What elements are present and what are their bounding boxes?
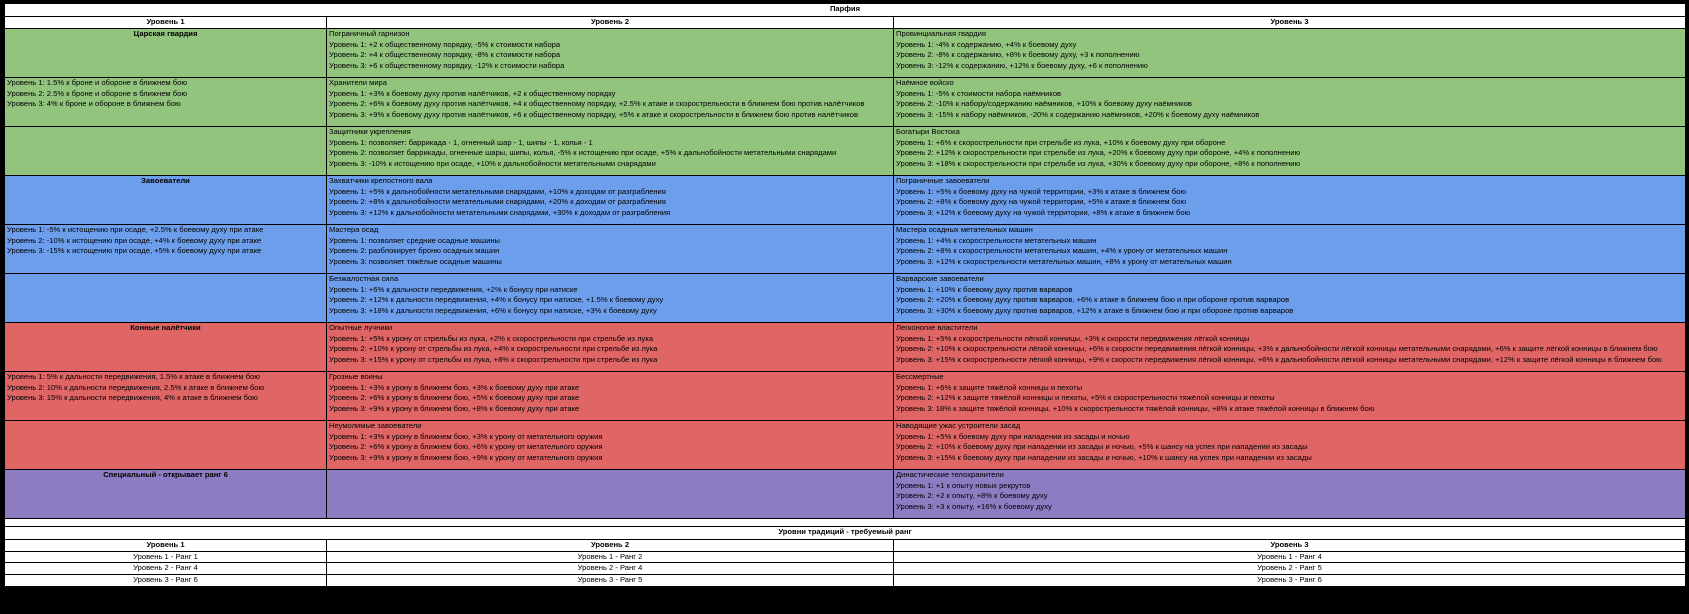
bonus-line: Уровень 3: -15% к набору наёмников, -20% к содержанию наёмников, +20% к боевому духу наёмников [896, 110, 1260, 120]
tradition-name: Грозные воины [329, 371, 383, 381]
tradition-name: Наводящие ужас устроители засад [896, 420, 1021, 430]
bonus-line: Уровень 3: +9% к урону в ближнем бою, +8% к боевому духу при атаке [329, 404, 580, 414]
bonus-line: Уровень 2: +10% к боевому духу при нападении из засады и ночью, +5% к шансу на успех при нападении из засады [896, 442, 1308, 452]
bonus-line: Уровень 1: +2 к общественному порядку, -5% к стоимости набора [329, 39, 561, 49]
tradition-level-3 [894, 322, 1686, 371]
tradition-level-2 [327, 28, 894, 77]
bonus-line: Уровень 2: позволяет баррикады, огненные шары, шипы, колья, -5% к истощению при осаде, +5% к дальнобойности метательными снарядами [329, 148, 837, 158]
bonus-line: Уровень 3: +12% к скорострельности метательных машин, +8% к урону от метательных машин [896, 257, 1232, 267]
bonus-line: Уровень 3: +30% к боевому духу против варваров, +12% к атаке в ближнем бою и при обороне против варваров [896, 306, 1294, 316]
bonus-line: Уровень 2: +6% к урону в ближнем бою, +6% к урону от метательного оружия [329, 442, 603, 452]
header-level-1: Уровень 1 [5, 17, 327, 29]
bonus-line: Уровень 2: +10% к урону от стрельбы из лука, +4% к скорострельности при стрельбе из лука [329, 344, 658, 354]
bonus-line: Уровень 1: +5% к скорострельности лёгкой конницы, +3% к скорости передвижения лёгкой конницы [896, 333, 1250, 343]
ranks-header-level-3: Уровень 3 [894, 539, 1686, 551]
tradition-name: Неумолимые завоеватели [329, 420, 422, 430]
bonus-line: Уровень 3: 15% к дальности передвижения, 4% к атаке в ближнем бою [7, 393, 258, 403]
bonus-line: Уровень 3: +6 к общественному порядку, -12% к стоимости набора [329, 61, 565, 71]
bonus-line: Уровень 1: +3% к боевому духу против налётчиков, +2 к общественному порядку [329, 88, 616, 98]
tradition-name: Династические телохранители [896, 469, 1004, 479]
group-level1-bonuses [5, 371, 327, 420]
group-name: Конные налётчики [5, 322, 327, 371]
tradition-level-3 [894, 371, 1686, 420]
bonus-line: Уровень 1: -5% к истощению при осаде, +2.5% к боевому духу при атаке [7, 224, 264, 234]
ranks-title: Уровни традиций - требуемый ранг [5, 526, 1686, 539]
rank-cell: Уровень 1 - Ранг 2 [327, 551, 894, 563]
ranks-header-row [5, 539, 1686, 551]
empty-cell [5, 126, 327, 175]
rank-cell: Уровень 1 - Ранг 4 [894, 551, 1686, 563]
group-row [5, 28, 1686, 77]
tradition-name: Пограничные завоеватели [896, 175, 990, 185]
bonus-line: Уровень 1: 1.5% к броне и обороне в ближнем бою [7, 77, 188, 87]
ranks-row [5, 551, 1686, 563]
page-title: Парфия [5, 4, 1686, 17]
bonus-line: Уровень 1: +5% к боевому духу при нападении из засады и ночью [896, 431, 1130, 441]
spacer-row [5, 518, 1686, 526]
bonus-line: Уровень 1: +5% к дальнобойности метательными снарядами, +10% к доходам от разграбления [329, 186, 666, 196]
group-level1-bonuses [5, 224, 327, 273]
bonus-line: Уровень 1: -4% к содержанию, +4% к боевому духу [896, 39, 1077, 49]
bonus-line: Уровень 1: позволяет: баррикада - 1, огненный шар - 1, шипы - 1, колья - 1 [329, 137, 593, 147]
tradition-name: Варварские завоеватели [896, 273, 984, 283]
bonus-line: Уровень 1: позволяет средние осадные машины [329, 235, 501, 245]
bonus-line: Уровень 3: +12% к дальнобойности метательными снарядами, +30% к доходам от разграбления [329, 208, 671, 218]
ranks-header-level-2: Уровень 2 [327, 539, 894, 551]
tradition-level-2 [327, 77, 894, 126]
bonus-line: Уровень 3: 4% к броне и обороне в ближнем бою [7, 99, 181, 109]
bonus-line: Уровень 3: +3 к опыту, +16% к боевому духу [896, 502, 1052, 512]
tradition-level-3 [894, 420, 1686, 469]
bonus-line: Уровень 2: 2.5% к броне и обороне в ближнем бою [7, 88, 188, 98]
bonus-line: Уровень 2: +12% к дальности передвижения, +4% к бонусу при натиске, +1.5% к боевому духу [329, 295, 664, 305]
title-row [5, 4, 1686, 17]
bonus-line: Уровень 1: +10% к боевому духу против варваров [896, 284, 1073, 294]
tradition-name: Мастера осадных метательных машин [896, 224, 1033, 234]
group-row [5, 273, 1686, 322]
bonus-line: Уровень 3: -10% к истощению при осаде, +10% к дальнобойности метательными снарядами [329, 159, 656, 169]
bonus-line: Уровень 2: -10% к истощению при осаде, +4% к боевому духу при атаке [7, 235, 262, 245]
bonus-line: Уровень 3: -12% к содержанию, +12% к боевому духу, +6 к пополнению [896, 61, 1148, 71]
tradition-name: Легконогие властители [896, 322, 978, 332]
empty-cell [5, 273, 327, 322]
bonus-line: Уровень 2: +8% к боевому духу на чужой территории, +5% к атаке в ближнем бою [896, 197, 1187, 207]
tradition-name: Бессмертные [896, 371, 944, 381]
tradition-name: Мастера осад [329, 224, 379, 234]
bonus-line: Уровень 2: +6% к боевому духу против налётчиков, +4 к общественному порядку, +2.5% к атаке и скорострельности в ближнем бою против налётчиков [329, 99, 865, 109]
tradition-level-2 [327, 371, 894, 420]
bonus-line: Уровень 1: +5% к урону от стрельбы из лука, +2% к скорострельности при стрельбе из лука [329, 333, 654, 343]
bonus-line: Уровень 3: 18% к защите тяжёлой конницы, +10% к скорострельности тяжёлой конницы, +8% к атаке тяжёлой конницы в ближнем бою [896, 404, 1375, 414]
bonus-line: Уровень 2: +6% к урону в ближнем бою, +5% к боевому духу при атаке [329, 393, 580, 403]
bonus-line: Уровень 3: +12% к боевому духу на чужой территории, +8% к атаке в ближнем бою [896, 208, 1191, 218]
bonus-line: Уровень 2: +4 к общественному порядку, -8% к стоимости набора [329, 50, 561, 60]
bonus-line: Уровень 3: +15% к боевому духу при нападении из засады и ночью, +10% к шансу на успех при нападении из засады [896, 453, 1312, 463]
bonus-line: Уровень 1: +6% к дальности передвижения, +2% к бонусу при натиске [329, 284, 578, 294]
group-row [5, 126, 1686, 175]
tradition-level-2 [327, 273, 894, 322]
bonus-line: Уровень 3: +15% к урону от стрельбы из лука, +8% к скорострельности при стрельбе из лука [329, 355, 658, 365]
group-row [5, 371, 1686, 420]
bonus-line: Уровень 3: +15% к скорострельности лёгкой конницы, +9% к скорости передвижения лёгкой конницы, +6% к дальнобойности лёгкой конницы метательными снарядами, +12% к защите лёгкой конницы в ближнем бою [896, 355, 1662, 365]
traditions-sheet [4, 3, 1685, 609]
bonus-line: Уровень 3: позволяет тяжёлые осадные машины [329, 257, 502, 267]
tradition-name: Наёмное войско [896, 77, 954, 87]
bonus-line: Уровень 2: 10% к дальности передвижения, 2.5% к атаке в ближнем бою [7, 382, 265, 392]
tradition-level-3 [894, 28, 1686, 77]
bonus-line: Уровень 2: разблокирует броню осадных машин [329, 246, 500, 256]
tradition-level-2 [327, 126, 894, 175]
bonus-line: Уровень 2: +10% к скорострельности лёгкой конницы, +6% к скорости передвижения лёгкой конницы, +3% к дальнобойности лёгкой конницы метательными снарядами, +6% к защите лёгкой конницы в ближнем бою [896, 344, 1658, 354]
tradition-name: Хранители мира [329, 77, 388, 87]
ranks-row [5, 575, 1686, 587]
tradition-name: Защитники укрепления [329, 126, 411, 136]
group-row [5, 77, 1686, 126]
rank-cell: Уровень 1 - Ранг 1 [5, 551, 327, 563]
rank-cell: Уровень 3 - Ранг 6 [894, 575, 1686, 587]
group-row [5, 322, 1686, 371]
bonus-line: Уровень 1: +1 к опыту новых рекрутов [896, 480, 1031, 490]
bonus-line: Уровень 3: +9% к урону в ближнем бою, +9% к урону от метательного оружия [329, 453, 603, 463]
bonus-line: Уровень 2: +8% к дальнобойности метательными снарядами, +20% к доходам от разграбления [329, 197, 666, 207]
bonus-line: Уровень 1: 5% к дальности передвижения, 1.5% к атаке в ближнем бою [7, 371, 260, 381]
group-row [5, 469, 1686, 518]
tradition-level-3 [894, 77, 1686, 126]
tradition-level-2 [327, 224, 894, 273]
tradition-level-2 [327, 420, 894, 469]
tradition-level-2 [327, 322, 894, 371]
rank-cell: Уровень 2 - Ранг 4 [5, 563, 327, 575]
bonus-line: Уровень 3: +18% к дальности передвижения, +6% к бонусу при натиске, +3% к боевому духу [329, 306, 657, 316]
ranks-title-row [5, 526, 1686, 539]
tradition-level-3 [894, 469, 1686, 518]
tradition-name: Захватчики крепостного вала [329, 175, 433, 185]
ranks-header-level-1: Уровень 1 [5, 539, 327, 551]
bonus-line: Уровень 1: +3% к урону в ближнем бою, +3% к боевому духу при атаке [329, 382, 580, 392]
bonus-line: Уровень 3: +18% к скорострельности при стрельбе из лука, +30% к боевому духу при обороне, +8% к пополнению [896, 159, 1301, 169]
tradition-level-3 [894, 175, 1686, 224]
tradition-level-3 [894, 273, 1686, 322]
bonus-line: Уровень 2: +8% к скорострельности метательных машин, +4% к урону от метательных машин [896, 246, 1228, 256]
bonus-line: Уровень 1: +6% к защите тяжёлой конницы и пехоты [896, 382, 1083, 392]
tradition-name: Провинциальная гвардия [896, 28, 986, 38]
group-level1-bonuses [5, 77, 327, 126]
rank-cell: Уровень 3 - Ранг 5 [327, 575, 894, 587]
rank-cell: Уровень 2 - Ранг 5 [894, 563, 1686, 575]
ranks-row [5, 563, 1686, 575]
bonus-line: Уровень 2: -10% к набору/содержанию наёмников, +10% к боевому духу наёмников [896, 99, 1192, 109]
empty-cell [5, 420, 327, 469]
tradition-level-3 [894, 126, 1686, 175]
header-level-3: Уровень 3 [894, 17, 1686, 29]
tradition-level-2 [327, 469, 894, 518]
bonus-line: Уровень 2: +12% к скорострельности при стрельбе из лука, +20% к боевому духу при обороне, +4% к пополнению [896, 148, 1301, 158]
bonus-line: Уровень 2: +20% к боевому духу против варваров, +6% к атаке в ближнем бою и при обороне против варваров [896, 295, 1290, 305]
bonus-line: Уровень 1: +3% к урону в ближнем бою, +3% к урону от метательного оружия [329, 431, 603, 441]
group-name: Завоеватели [5, 175, 327, 224]
tradition-name: Безжалостная сила [329, 273, 399, 283]
group-row [5, 224, 1686, 273]
bonus-line: Уровень 3: +9% к боевому духу против налётчиков, +6 к общественному порядку, +5% к атаке и скорострельности в ближнем бою против налётчиков [329, 110, 859, 120]
group-row [5, 420, 1686, 469]
tradition-level-2 [327, 175, 894, 224]
bonus-line: Уровень 1: +4% к скорострельности метательных машин [896, 235, 1097, 245]
bonus-line: Уровень 1: +5% к боевому духу на чужой территории, +3% к атаке в ближнем бою [896, 186, 1187, 196]
bonus-line: Уровень 2: -8% к содержанию, +8% к боевому духу, +3 к пополнению [896, 50, 1140, 60]
rank-cell: Уровень 2 - Ранг 4 [327, 563, 894, 575]
rank-cell: Уровень 3 - Ранг 6 [5, 575, 327, 587]
tradition-level-3 [894, 224, 1686, 273]
group-name: Специальный - открывает ранг 6 [5, 469, 327, 518]
tradition-name: Опытные лучники [329, 322, 393, 332]
bonus-line: Уровень 2: +12% к защите тяжёлой конницы и пехоты, +5% к скорострельности тяжёлой конницы и пехоты [896, 393, 1275, 403]
header-row [5, 17, 1686, 29]
bonus-line: Уровень 1: +6% к скорострельности при стрельбе из лука, +10% к боевому духу при обороне [896, 137, 1226, 147]
traditions-table [4, 3, 1686, 587]
group-name: Царская гвардия [5, 28, 327, 77]
group-row [5, 175, 1686, 224]
bonus-line: Уровень 1: -5% к стоимости набора наёмников [896, 88, 1062, 98]
header-level-2: Уровень 2 [327, 17, 894, 29]
bonus-line: Уровень 2: +2 к опыту, +8% к боевому духу [896, 491, 1048, 501]
tradition-name: Пограничный гарнизон [329, 28, 410, 38]
bonus-line: Уровень 3: -15% к истощению при осаде, +5% к боевому духу при атаке [7, 246, 262, 256]
tradition-name: Богатыри Востока [896, 126, 960, 136]
